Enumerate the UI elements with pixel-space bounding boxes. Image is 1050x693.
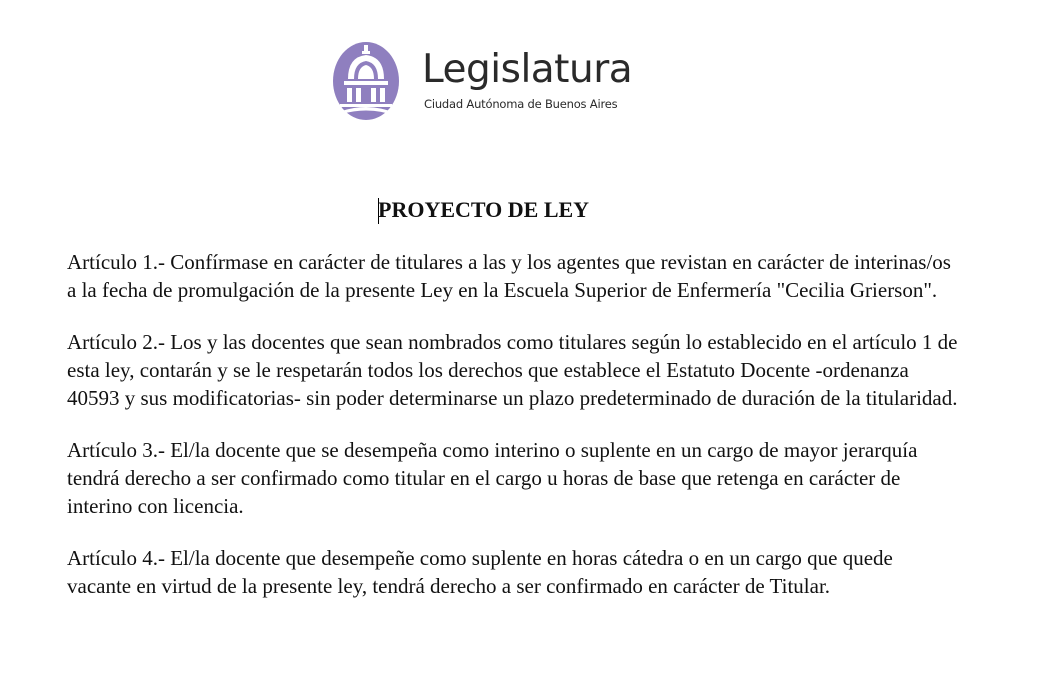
document-title: PROYECTO DE LEY: [378, 197, 590, 222]
article-1: Artículo 1.- Confírmase en carácter de titulares a las y los agentes que revistan en carácter de interinas/os a la fecha de promulgación de la presente Ley en la Escuela Superior de Enfermería "Cecilia Grierson".: [67, 250, 951, 302]
logo-subtitle: Ciudad Autónoma de Buenos Aires: [424, 97, 618, 111]
document-body: [67, 248, 962, 624]
logo-title: Legislatura: [422, 47, 633, 92]
article-2: Artículo 2.- Los y las docentes que sean nombrados como titulares según lo establecido en el artículo 1 de esta ley, contarán y se le respetarán todos los derechos que establece el Estatuto Docente -ordenanza 40593 y sus modificatorias- sin poder determinarse un plazo predeterminado de duración de la titularidad.: [67, 330, 958, 410]
article-4: Artículo 4.- El/la docente que desempeñe como suplente en horas cátedra o en un cargo que quede vacante en virtud de la presente ley, tendrá derecho a ser confirmado en carácter de Titular.: [67, 546, 893, 598]
legislatura-header: [330, 38, 633, 124]
article-3: Artículo 3.- El/la docente que se desempeña como interino o suplente en un cargo de mayor jerarquía tendrá derecho a ser confirmado como titular en el cargo u horas de base que retenga en carácter de interino con licencia.: [67, 438, 918, 518]
legislature-dome-icon: [332, 41, 400, 121]
